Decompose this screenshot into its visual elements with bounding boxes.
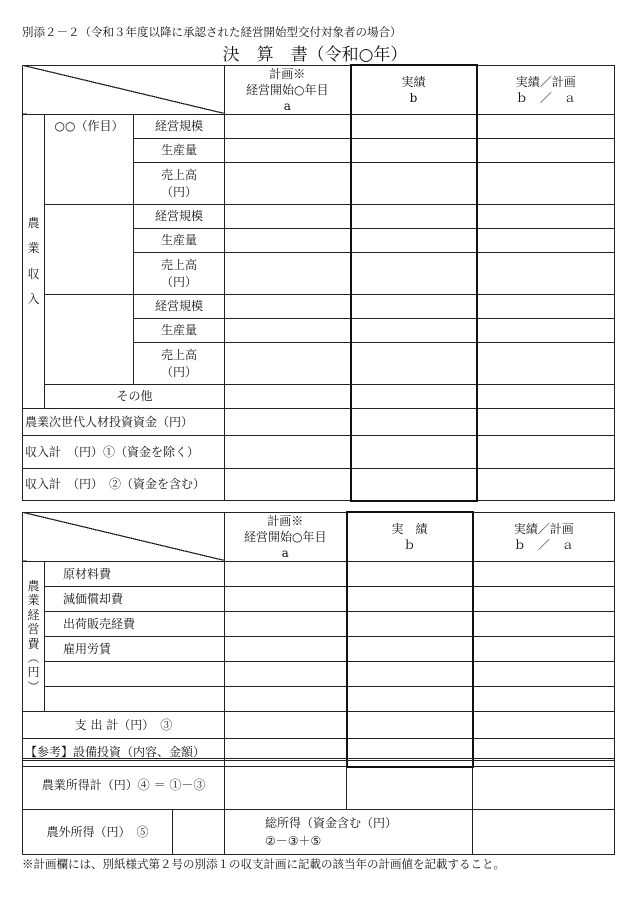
cell[interactable] (347, 637, 473, 662)
subsidy-label: 農業次世代人材投資資金（円） (23, 409, 225, 436)
cell[interactable] (473, 587, 615, 612)
sales-label: 売上高 （円） (134, 253, 225, 295)
sales-label: 売上高 （円） (134, 343, 225, 385)
footer-note: ※計画欄には、別紙様式第２号の別添１の収支計画に記載の該当年の計画値を記載すること。 (22, 857, 505, 871)
expense-item: 原材料費 (45, 562, 225, 587)
cell[interactable] (225, 712, 347, 739)
cell[interactable] (477, 139, 615, 163)
cell[interactable] (347, 587, 473, 612)
diagonal-header-cell (23, 65, 225, 115)
income-total-1-label: 収入計 （円）①（資金を除く） (23, 436, 225, 469)
cell[interactable] (225, 253, 351, 295)
income-group-label: 農 業 収 入 (23, 115, 45, 409)
cell[interactable] (351, 295, 477, 319)
cell[interactable] (225, 409, 351, 436)
total-income-value[interactable] (473, 810, 615, 855)
cell[interactable] (225, 229, 351, 253)
ref-investment-label: 【参考】設備投資（内容、金額） (23, 739, 225, 767)
cell[interactable] (477, 409, 615, 436)
other-label: その他 (45, 385, 225, 409)
cell[interactable] (477, 436, 615, 469)
scale-label: 経営規模 (134, 295, 225, 319)
cell[interactable] (347, 562, 473, 587)
cell[interactable] (477, 469, 615, 501)
cell[interactable] (225, 637, 347, 662)
cell[interactable] (351, 469, 477, 501)
crop-name-1: ○○（作目） (45, 115, 134, 205)
cell[interactable] (225, 662, 347, 687)
cell[interactable] (225, 760, 347, 810)
cell[interactable] (477, 229, 615, 253)
col-plan-header: 計画※ 経営開始○年目 a (225, 65, 351, 115)
cell[interactable] (351, 253, 477, 295)
expense-table (22, 511, 615, 768)
cell[interactable] (347, 687, 473, 712)
cell[interactable] (225, 436, 351, 469)
cell[interactable] (473, 662, 615, 687)
scale-label: 経営規模 (134, 115, 225, 139)
cell[interactable] (351, 229, 477, 253)
cell[interactable] (225, 163, 351, 205)
cell[interactable] (351, 319, 477, 343)
farm-income-label: 農業所得計（円）④ ＝ ①－③ (23, 760, 225, 810)
col-ratio-header: 実績／計画 ｂ ／ ａ (473, 512, 615, 562)
page-title: 決 算 書（令和○年） (222, 45, 408, 65)
income-total-2-label: 収入計 （円） ②（資金を含む） (23, 469, 225, 501)
cell[interactable] (225, 139, 351, 163)
col-actual-header: 実績 b (351, 65, 477, 115)
col-ratio-header: 実績／計画 ｂ ／ ａ (477, 65, 615, 115)
expense-item: 減価償却費 (45, 587, 225, 612)
cell[interactable] (473, 612, 615, 637)
cell[interactable] (477, 163, 615, 205)
cell[interactable] (351, 436, 477, 469)
cell[interactable] (225, 343, 351, 385)
crop-name-3[interactable] (45, 295, 134, 385)
cell[interactable] (477, 295, 615, 319)
income-summary-table (22, 758, 615, 855)
cell[interactable] (225, 385, 351, 409)
cell[interactable] (477, 205, 615, 229)
cell[interactable] (473, 687, 615, 712)
cell[interactable] (473, 637, 615, 662)
cell[interactable] (225, 205, 351, 229)
cell[interactable] (225, 612, 347, 637)
cell[interactable] (477, 385, 615, 409)
cell[interactable] (351, 385, 477, 409)
cell[interactable] (225, 295, 351, 319)
cell[interactable] (473, 562, 615, 587)
total-income-label: 総所得（資金含む（円） ②－③＋⑤ (225, 810, 473, 855)
cell[interactable] (347, 662, 473, 687)
cell[interactable] (225, 687, 347, 712)
cell[interactable] (477, 115, 615, 139)
expense-item: 雇用労賃 (45, 637, 225, 662)
expense-group-label: 農 業 経 営 費 ︵ 円 ︶ (23, 562, 45, 712)
cell[interactable] (351, 205, 477, 229)
cell[interactable] (225, 562, 347, 587)
production-label: 生産量 (134, 319, 225, 343)
nonfarm-income-value[interactable] (173, 810, 225, 855)
nonfarm-income-label: 農外所得（円） ⑤ (23, 810, 173, 855)
cell[interactable] (347, 712, 473, 739)
cell[interactable] (351, 139, 477, 163)
cell[interactable] (473, 712, 615, 739)
cell[interactable] (347, 612, 473, 637)
cell[interactable] (473, 760, 615, 810)
cell[interactable] (351, 343, 477, 385)
col-plan-header: 計画※ 経営開始○年目 a (225, 512, 347, 562)
cell[interactable] (347, 760, 473, 810)
cell[interactable] (225, 587, 347, 612)
header-note: 別添２－２（令和３年度以降に承認された経営開始型交付対象者の場合） (22, 25, 402, 39)
production-label: 生産量 (134, 139, 225, 163)
scale-label: 経営規模 (134, 205, 225, 229)
cell[interactable] (477, 253, 615, 295)
expense-item: 出荷販売経費 (45, 612, 225, 637)
sales-label: 売上高 （円） (134, 163, 225, 205)
cell[interactable] (225, 469, 351, 501)
cell[interactable] (351, 115, 477, 139)
cell[interactable] (225, 115, 351, 139)
expense-item-blank[interactable] (45, 687, 225, 712)
production-label: 生産量 (134, 229, 225, 253)
col-actual-header: 実 績 ｂ (347, 512, 473, 562)
expense-total-label: 支 出 計（円） ③ (23, 712, 225, 739)
income-table (22, 64, 615, 502)
cell[interactable] (477, 343, 615, 385)
cell[interactable] (351, 163, 477, 205)
cell[interactable] (477, 319, 615, 343)
diagonal-header-cell (23, 512, 225, 562)
expense-item-blank[interactable] (45, 662, 225, 687)
cell[interactable] (351, 409, 477, 436)
crop-name-2[interactable] (45, 205, 134, 295)
cell[interactable] (225, 319, 351, 343)
